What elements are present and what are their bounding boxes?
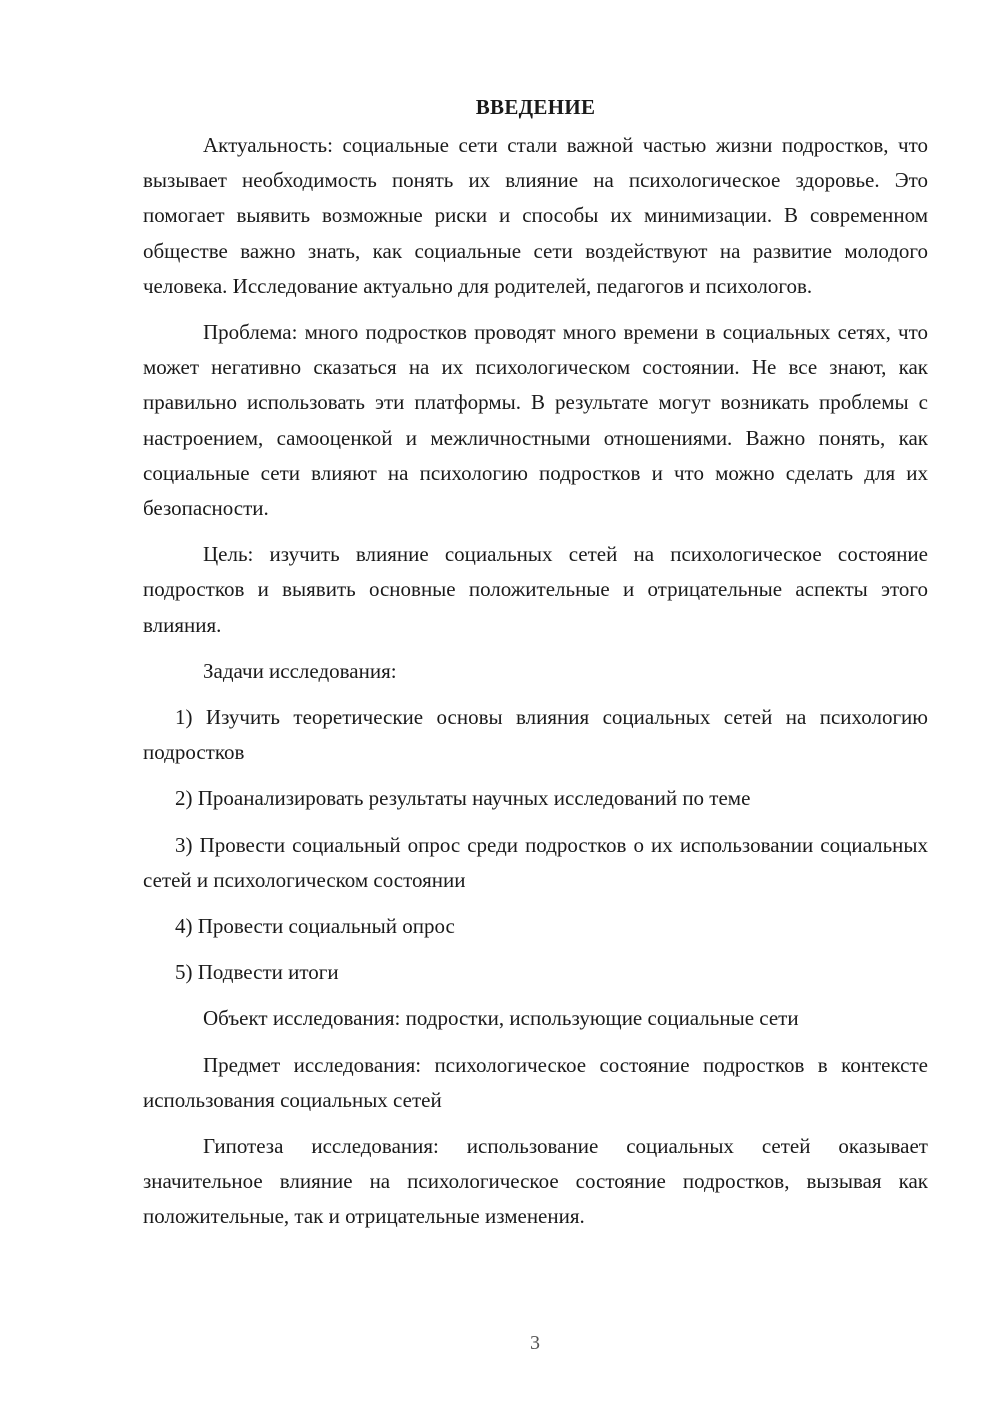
page-number: 3 [530, 1332, 540, 1354]
task-item-2: 2) Проанализировать результаты научных исследований по теме [175, 786, 751, 811]
paragraph-object: Объект исследования: подростки, использующие социальные сети [203, 1006, 799, 1031]
paragraph-hypothesis: Гипотеза исследования: использование социальных сетей оказывает значительное влияние на психологическое состояние подростков, вызывая как положительные, так и отрицательные изменения. [143, 1134, 928, 1229]
task-item-3: 3) Провести социальный опрос среди подростков о их использовании социальных сетей и психологическом состоянии [143, 832, 928, 892]
task-item-1: 1) Изучить теоретические основы влияния социальных сетей на психологию подростков [143, 705, 928, 765]
task-item-5: 5) Подвести итоги [175, 960, 339, 985]
paragraph-problem: Проблема: много подростков проводят много времени в социальных сетях, что может негативно сказаться на их психологическом состоянии. Не все знают, как правильно использовать эти платформы. В результате могут возникать проблемы с настроением, самооценкой и межличностными отношениями. Важно понять, как социальные сети влияют на психологию подростков и что можно сделать для их безопасности. [143, 320, 928, 521]
paragraph-relevance: Актуальность: социальные сети стали важной частью жизни подростков, что вызывает необходимость понять их влияние на психологическое здоровье. Это помогает выявить возможные риски и способы их минимизации. В современном обществе важно знать, как социальные сети воздействуют на развитие молодого человека. Исследование актуально для родителей, педагогов и психологов. [143, 133, 928, 298]
task-item-4: 4) Провести социальный опрос [175, 914, 455, 939]
paragraph-subject: Предмет исследования: психологическое состояние подростков в контексте использования социальных сетей [143, 1052, 928, 1112]
document-page [143, 90, 928, 1246]
tasks-heading: Задачи исследования: [203, 658, 397, 683]
section-heading: ВВЕДЕНИЕ [475, 95, 596, 119]
paragraph-goal: Цель: изучить влияние социальных сетей на психологическое состояние подростков и выявить основные положительные и отрицательные аспекты этого влияния. [143, 542, 928, 637]
